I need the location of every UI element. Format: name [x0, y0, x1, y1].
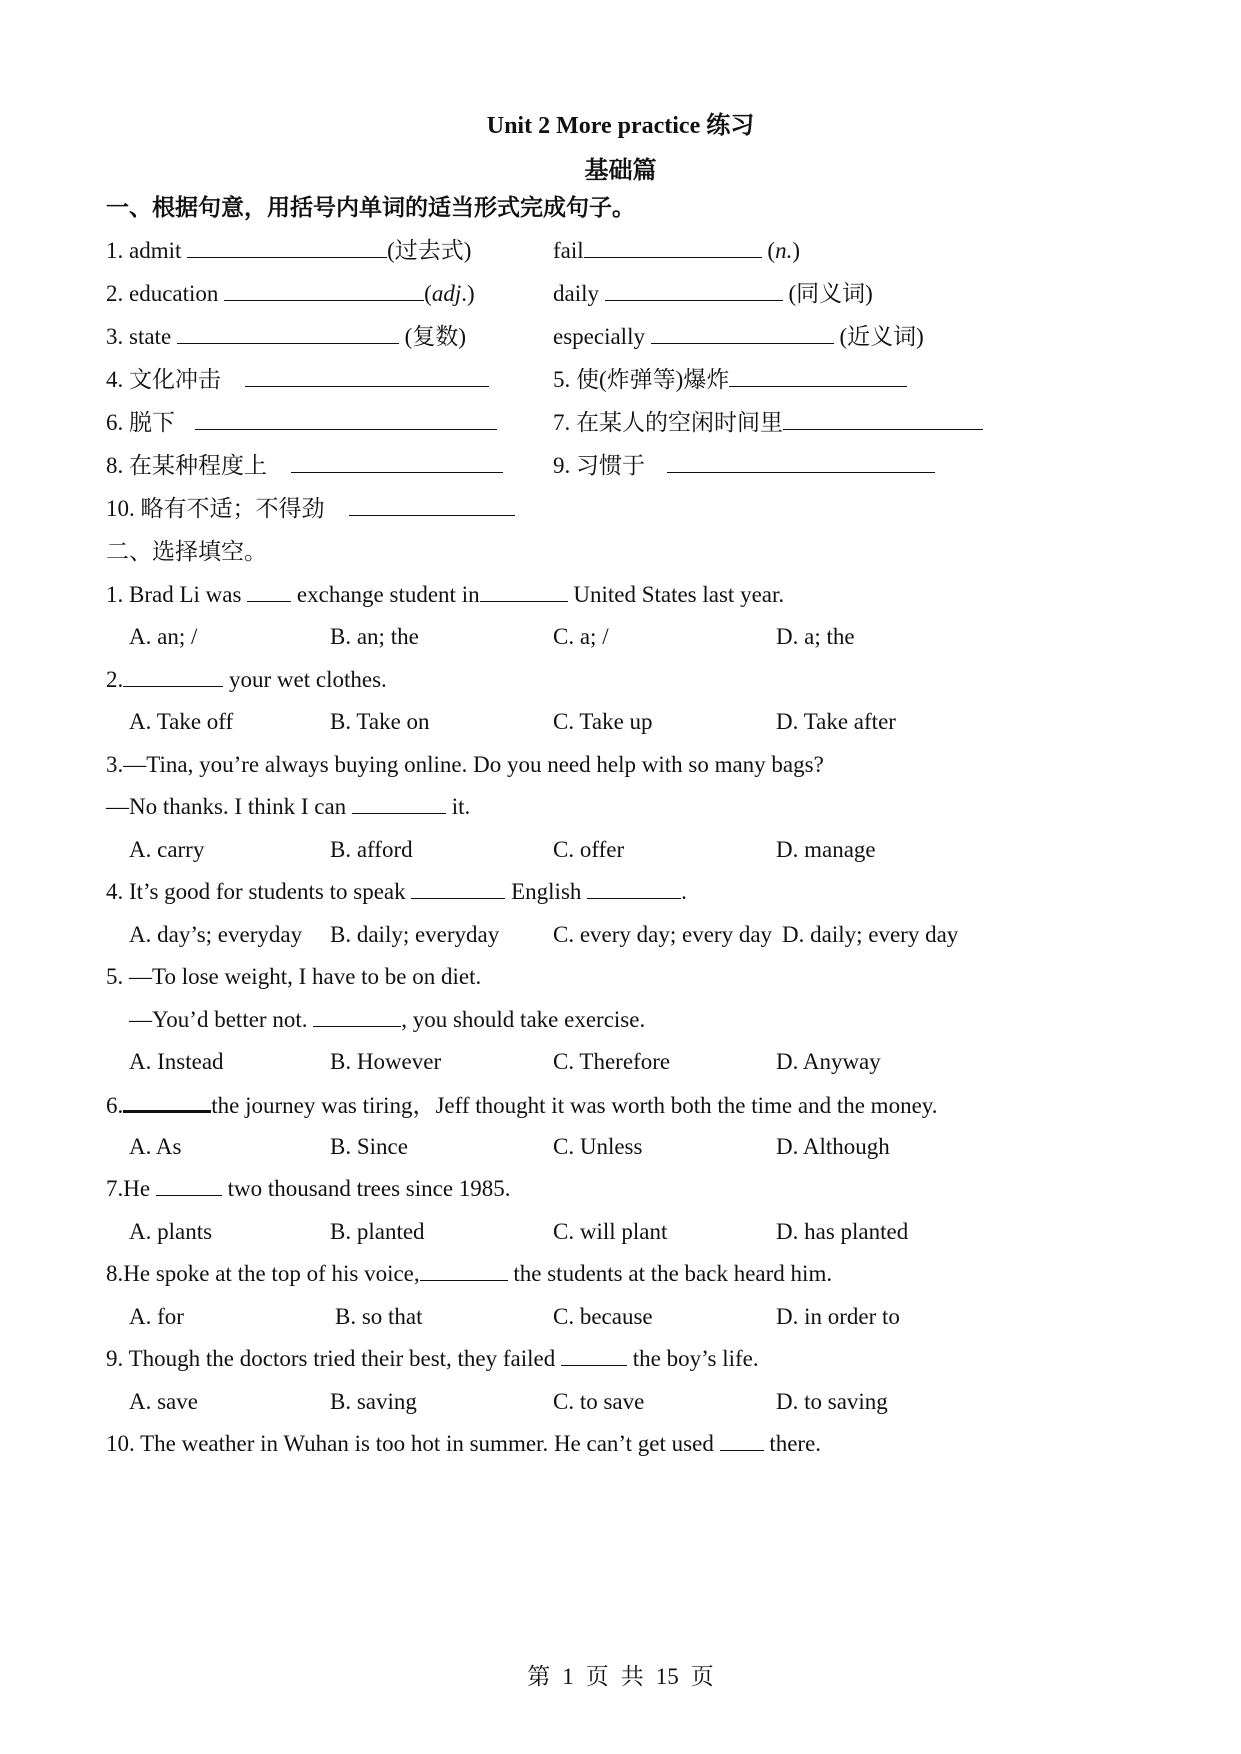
q7-text-a: 7.He [106, 1176, 156, 1201]
s1-item7 [553, 408, 983, 438]
answer-blank[interactable] [720, 1430, 764, 1451]
answer-blank[interactable] [349, 495, 515, 516]
q3-option-a[interactable]: A. carry [129, 837, 205, 862]
footer-page-number: 1 [562, 1664, 574, 1689]
q7-option-b[interactable]: B. planted [330, 1219, 425, 1244]
q4-option-a[interactable]: A. day’s; everyday [129, 922, 303, 947]
s1-item5-text: 5. 使(炸弹等)爆炸 [553, 367, 730, 392]
q4-text-a: 4. It’s good for students to speak [106, 879, 412, 904]
s1-item2-left-hint-close: .) [461, 281, 475, 306]
q9-text-a: 9. Though the doctors tried their best, they failed [106, 1346, 561, 1371]
q3-text-b: it. [445, 794, 471, 819]
s1-item2-left-text: 2. education [106, 281, 225, 306]
q5-option-a[interactable]: A. Instead [129, 1049, 224, 1074]
answer-blank[interactable] [156, 1175, 222, 1196]
s1-item1-right-hint-open: ( [761, 238, 776, 263]
q7-option-d[interactable]: D. has planted [776, 1219, 909, 1244]
q9-text-b: the boy’s life. [627, 1346, 759, 1371]
answer-blank[interactable] [605, 280, 783, 301]
q7-stem [106, 1174, 511, 1204]
q5-option-d[interactable]: D. Anyway [776, 1049, 881, 1074]
q1-text-a: 1. Brad Li was [106, 582, 248, 607]
q10-text-b: there. [763, 1431, 822, 1456]
q2-option-d[interactable]: D. Take after [776, 709, 896, 734]
s1-item3-right-hint: (近义词) [833, 324, 924, 349]
footer-word: 页 [585, 1664, 609, 1689]
answer-blank[interactable] [420, 1260, 508, 1281]
s1-item1-right [553, 236, 800, 266]
q4-option-c[interactable]: C. every day; every day [553, 922, 773, 947]
q1-option-b[interactable]: B. an; the [330, 624, 419, 649]
q4-option-b[interactable]: B. daily; everyday [330, 922, 500, 947]
answer-blank[interactable] [224, 280, 424, 301]
q2-option-b[interactable]: B. Take on [330, 709, 430, 734]
s1-item8-text: 8. 在某种程度上 [106, 453, 267, 478]
s1-item9 [553, 451, 935, 481]
q5-text-b: , you should take exercise. [401, 1007, 646, 1032]
q2-stem [106, 665, 387, 695]
q10-stem [106, 1429, 821, 1459]
q3-stem [106, 792, 470, 822]
q9-option-b[interactable]: B. saving [330, 1389, 417, 1414]
footer-word: 共 [620, 1664, 644, 1689]
q8-option-d[interactable]: D. in order to [776, 1304, 900, 1329]
q2-option-a[interactable]: A. Take off [129, 709, 234, 734]
q8-option-b[interactable]: B. so that [335, 1304, 423, 1329]
s1-item2-left [106, 279, 475, 309]
answer-blank[interactable] [584, 237, 762, 258]
q7-text-b: two thousand trees since 1985. [221, 1176, 511, 1201]
q2-text-a: 2. [106, 667, 124, 692]
footer-total-pages: 15 [655, 1664, 679, 1689]
q5-option-b[interactable]: B. However [330, 1049, 442, 1074]
q1-option-a[interactable]: A. an; / [129, 624, 198, 649]
q3-option-b[interactable]: B. afford [330, 837, 413, 862]
answer-blank[interactable] [245, 366, 489, 387]
s1-item1-left-text: 1. admit [106, 238, 188, 263]
s1-item1-left-hint: (过去式) [387, 238, 472, 263]
q5-stem [129, 1005, 645, 1035]
q1-option-c[interactable]: C. a; / [553, 624, 609, 649]
q5-line1: 5. —To lose weight, I have to be on diet. [106, 964, 482, 989]
q8-option-c[interactable]: C. because [553, 1304, 653, 1329]
q8-stem [106, 1259, 832, 1289]
q6-option-b[interactable]: B. Since [330, 1134, 408, 1159]
page-subtitle: 基础篇 [584, 158, 657, 184]
q1-stem [106, 580, 784, 610]
answer-blank[interactable] [587, 878, 681, 899]
s1-item4-text: 4. 文化冲击 [106, 367, 221, 392]
q1-text-c: United States last year. [567, 582, 785, 607]
s1-item8 [106, 451, 503, 481]
answer-blank[interactable] [195, 409, 497, 430]
footer-word: 第 [527, 1664, 551, 1689]
q2-text-b: your wet clothes. [223, 667, 387, 692]
s1-item10-text: 10. 略有不适；不得劲 [106, 496, 325, 521]
q8-text-a: 8.He spoke at the top of his voice, [106, 1261, 420, 1286]
page-title: Unit 2 More practice 练习 [486, 113, 755, 139]
q3-text-a: —No thanks. I think I can [106, 794, 352, 819]
s1-item3-right-text: especially [553, 324, 651, 349]
s1-item5 [553, 365, 907, 395]
q9-option-a[interactable]: A. save [129, 1389, 198, 1414]
q6-stem [106, 1090, 938, 1121]
q6-text-a: 6. [106, 1093, 124, 1118]
q5-option-c[interactable]: C. Therefore [553, 1049, 671, 1074]
s1-item3-left [106, 322, 466, 352]
answer-blank[interactable] [651, 323, 834, 344]
q4-text-b: English [505, 879, 588, 904]
q1-option-d[interactable]: D. a; the [776, 624, 855, 649]
s1-item3-left-hint: (复数) [398, 324, 466, 349]
answer-blank[interactable] [247, 581, 291, 602]
s1-item6 [106, 408, 497, 438]
q6-option-d[interactable]: D. Although [776, 1134, 890, 1159]
page-footer [0, 1658, 1241, 1691]
answer-blank[interactable] [123, 666, 223, 687]
q6-text-b: the journey was tiring，Jeff thought it was worth both the time and the money. [211, 1093, 938, 1118]
q7-option-c[interactable]: C. will plant [553, 1219, 668, 1244]
answer-blank[interactable] [480, 581, 568, 602]
footer-word: 页 [690, 1664, 714, 1689]
s1-item10 [106, 494, 515, 524]
q4-text-c: . [681, 879, 687, 904]
q3-option-d[interactable]: D. manage [776, 837, 876, 862]
s1-item3-left-text: 3. state [106, 324, 177, 349]
q4-stem [106, 877, 687, 907]
answer-blank[interactable] [411, 878, 505, 899]
q2-option-c[interactable]: C. Take up [553, 709, 653, 734]
q4-option-d[interactable]: D. daily; every day [782, 922, 959, 947]
answer-blank[interactable] [291, 452, 503, 473]
q9-option-c[interactable]: C. to save [553, 1389, 645, 1414]
section2-heading: 二、选择填空。 [106, 539, 267, 564]
s1-item7-text: 7. 在某人的空闲时间里 [553, 410, 783, 435]
answer-blank[interactable] [783, 409, 983, 430]
answer-blank[interactable] [123, 1090, 211, 1113]
answer-blank[interactable] [177, 323, 399, 344]
s1-item2-left-hint-open: ( [424, 281, 432, 306]
q6-option-a[interactable]: A. As [129, 1134, 182, 1159]
q1-text-b: exchange student in [291, 582, 480, 607]
answer-blank[interactable] [313, 1006, 401, 1027]
q9-option-d[interactable]: D. to saving [776, 1389, 888, 1414]
section1-heading: 一、根据句意，用括号内单词的适当形式完成句子。 [106, 195, 635, 220]
s1-item2-right [553, 279, 873, 309]
answer-blank[interactable] [561, 1345, 627, 1366]
s1-item1-right-hint-close: ) [792, 238, 800, 263]
q8-option-a[interactable]: A. for [129, 1304, 184, 1329]
q7-option-a[interactable]: A. plants [129, 1219, 213, 1244]
q9-stem [106, 1344, 759, 1374]
s1-item2-left-hint: adj [431, 281, 462, 306]
q6-option-c[interactable]: C. Unless [553, 1134, 643, 1159]
s1-item1-right-hint: n. [775, 238, 793, 263]
q3-option-c[interactable]: C. offer [553, 837, 625, 862]
answer-blank[interactable] [352, 793, 446, 814]
q10-text-a: 10. The weather in Wuhan is too hot in summer. He can’t get used [106, 1431, 720, 1456]
s1-item3-right [553, 322, 924, 352]
answer-blank[interactable] [729, 366, 907, 387]
s1-item2-right-text: daily [553, 281, 605, 306]
s1-item1-right-text: fail [553, 238, 584, 263]
q3-line1: 3.—Tina, you’re always buying online. Do you need help with so many bags? [106, 752, 824, 777]
s1-item2-right-hint: (同义词) [782, 281, 873, 306]
s1-item9-text: 9. 习惯于 [553, 453, 645, 478]
q8-text-b: the students at the back heard him. [507, 1261, 833, 1286]
answer-blank[interactable] [667, 452, 935, 473]
s1-item6-text: 6. 脱下 [106, 410, 175, 435]
s1-item4 [106, 365, 489, 395]
answer-blank[interactable] [187, 237, 387, 258]
s1-item1-left [106, 236, 471, 266]
q5-text-a: —You’d better not. [129, 1007, 314, 1032]
